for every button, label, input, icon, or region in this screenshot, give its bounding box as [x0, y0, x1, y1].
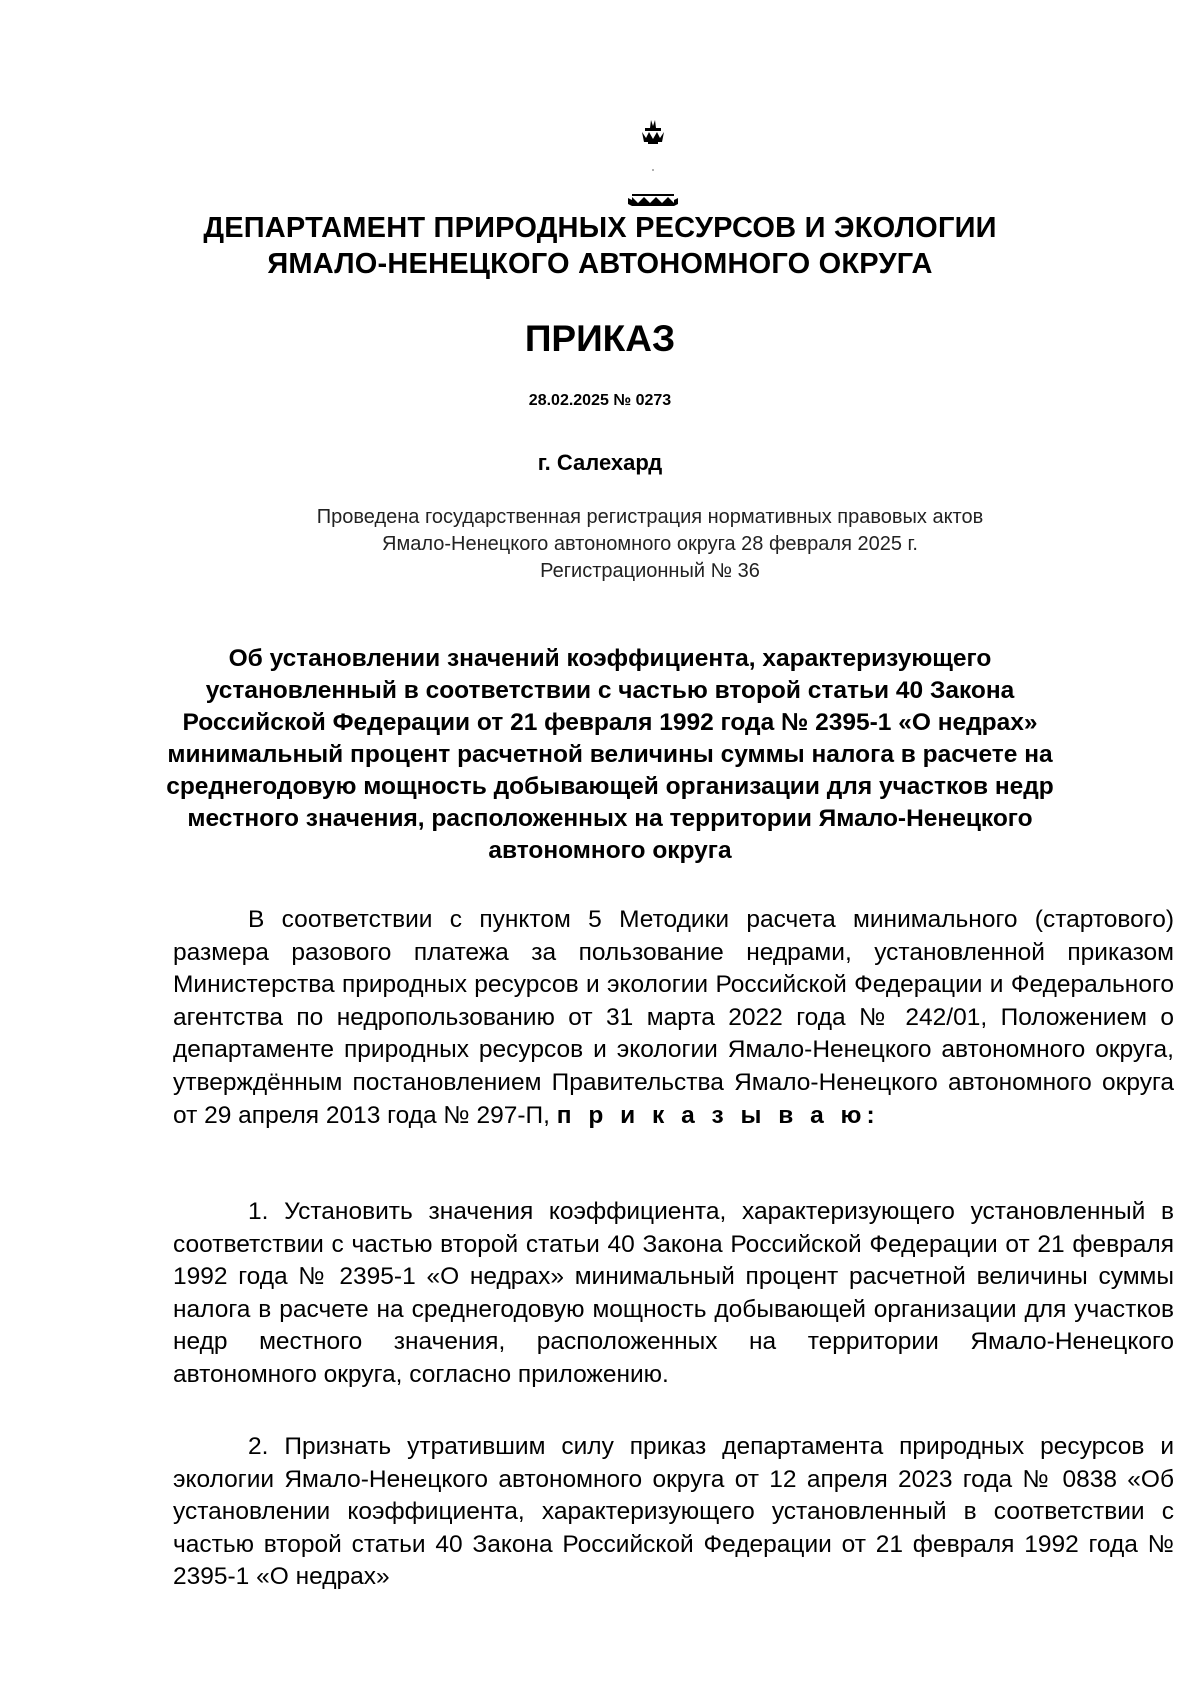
- item-number: 2.: [248, 1433, 269, 1460]
- item-number: 1.: [248, 1198, 269, 1225]
- item-text: Установить значения коэффициента, характеризующего установленный в соответствии с частью второй статьи 40 Закона Российской Федерации от 21 февраля 1992 года № 2395-1 «О недрах» минимальный процент расчетной величины суммы налога в расчете на среднегодовую мощность добывающей организации для участков недр местного значения, расположенных на территории Ямало-Ненецкого автономного округа, согласно приложению.: [173, 1198, 1175, 1388]
- preamble-paragraph: [173, 904, 1174, 1132]
- document-type-title: ПРИКАЗ: [524, 318, 676, 359]
- preamble-text: В соответствии с пунктом 5 Методики расчета минимального (стартового) размера разового платежа за пользование недрами, установленной приказом Министерства природных ресурсов и экологии Российской Федерации и Федерального агентства по недропользованию от 31 марта 2022 года № 242/01, Положением о департаменте природных ресурсов и экологии Ямало-Ненецкого автономного округа, утверждённым постановлением Правительства Ямало-Ненецкого автономного округа от 29 апреля 2013 года № 297-П,: [173, 906, 1174, 1129]
- registration-line3: Регистрационный № 36: [540, 560, 760, 582]
- coat-of-arms-icon: [618, 118, 688, 210]
- registration-line2: Ямало-Ненецкого автономного округа 28 февраля 2025 г.: [382, 533, 918, 555]
- order-item-1: [173, 1196, 1174, 1392]
- order-keyword: п р и к а з ы в а ю:: [556, 1101, 880, 1129]
- department-name-line2: ЯМАЛО-НЕНЕЦКОГО АВТОНОМНОГО ОКРУГА: [267, 248, 933, 280]
- order-item-2: [173, 1431, 1174, 1594]
- department-name-line1: ДЕПАРТАМЕНТ ПРИРОДНЫХ РЕСУРСОВ И ЭКОЛОГИИ: [203, 212, 997, 244]
- order-date-number: 28.02.2025 № 0273: [528, 392, 672, 409]
- registration-stamp: [230, 504, 1070, 585]
- city-name: г. Салехард: [537, 450, 663, 475]
- registration-line1: Проведена государственная регистрация нормативных правовых актов: [316, 506, 984, 528]
- item-text: Признать утратившим силу приказ департамента природных ресурсов и экологии Ямало-Ненецкого автономного округа от 12 апреля 2023 года № 0838 «Об установлении коэффициента, характеризующего установленный в соответствии с частью второй статьи 40 Закона Российской Федерации от 21 февраля 1992 года № 2395-1 «О недрах»: [173, 1433, 1175, 1591]
- order-subject-title: Об установлении значений коэффициента, характеризующего установленный в соответствии с частью второй статьи 40 Закона Российской Федерации от 21 февраля 1992 года № 2395-1 «О недрах» минимальный процент расчетной величины суммы налога в расчете на среднегодовую мощность добывающей организации для участков недр местного значения, расположенных на территории Ямало-Ненецкого автономного округа: [166, 645, 1054, 864]
